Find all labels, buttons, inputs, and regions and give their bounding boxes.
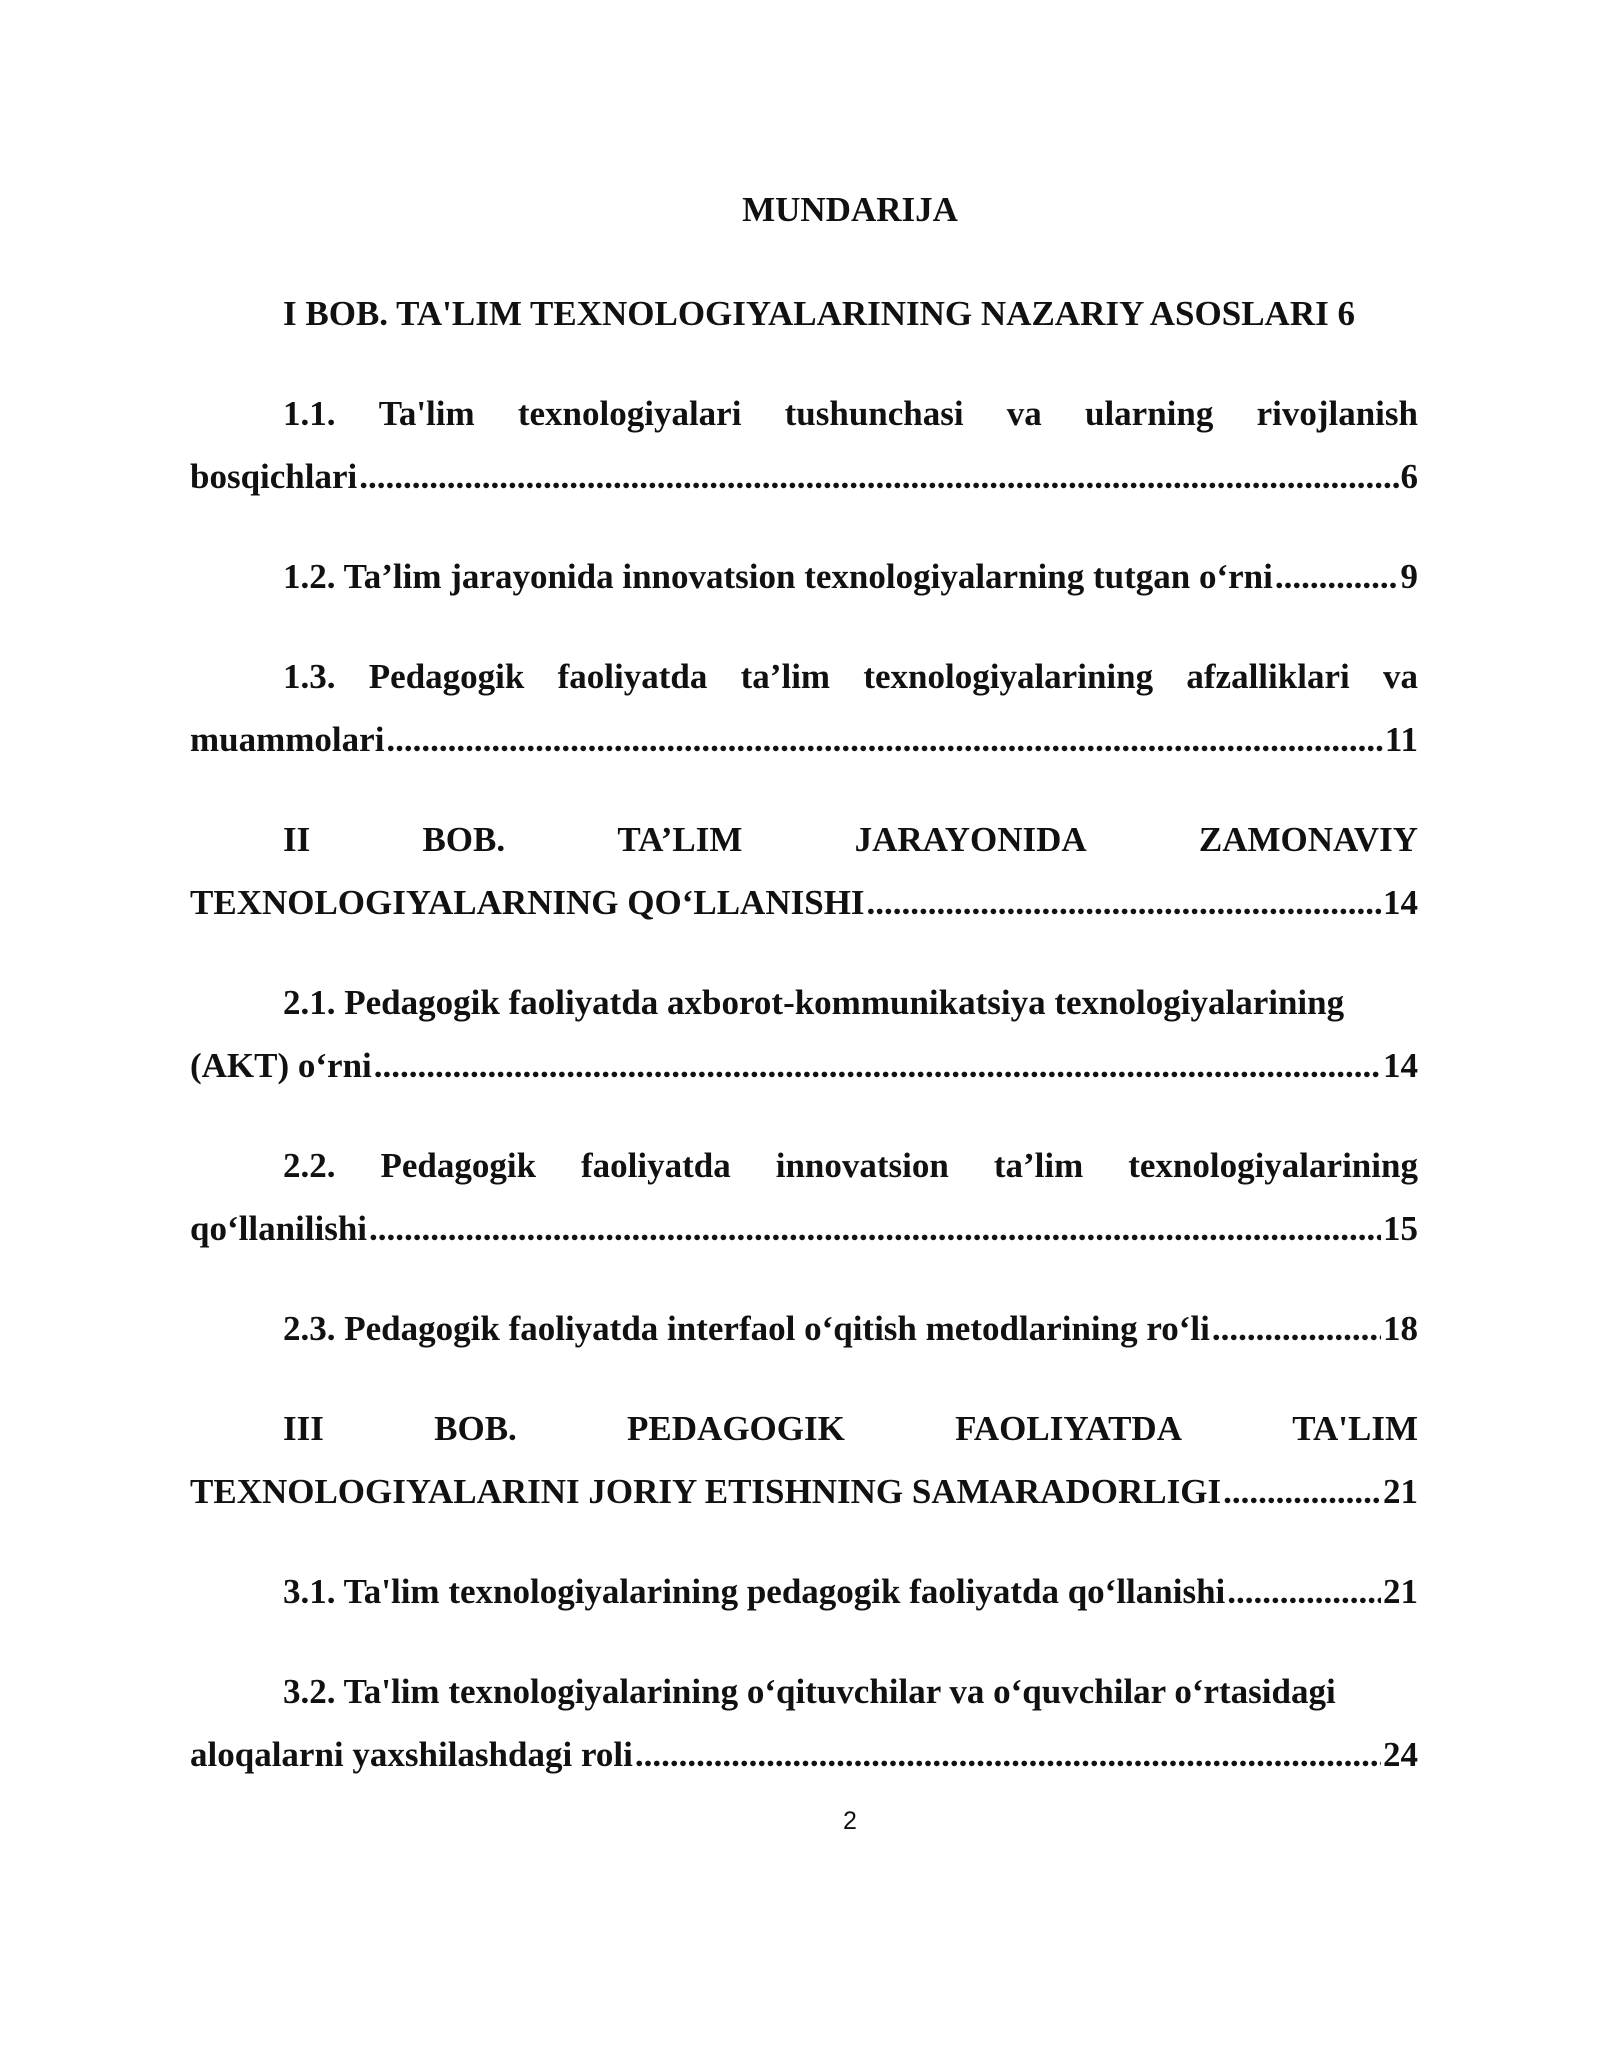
toc-entry-last-line: [190, 708, 1418, 771]
toc-word: texnologiyalarining: [1128, 1146, 1418, 1185]
toc-entry-title-end: muammolari: [190, 720, 385, 759]
toc-word: ZAMONAVIY: [1198, 820, 1418, 859]
page-title: MUNDARIJA: [742, 190, 958, 229]
toc-entry-first-line: [190, 1134, 1418, 1197]
toc-entry-title: 3.1. Ta'lim texnologiyalarining pedagogik faoliyatda qo‘llanishi: [283, 1572, 1226, 1611]
toc-entry-title: 2.1. Pedagogik faoliyatda axborot-kommunikatsiya texnologiyalarining: [283, 983, 1345, 1022]
toc-entry-1-3[interactable]: [190, 645, 1418, 771]
table-of-contents: [190, 282, 1418, 1823]
dot-leader: [867, 871, 1381, 934]
toc-word: va: [1382, 657, 1418, 696]
toc-entry-last-line: [190, 1197, 1418, 1260]
toc-entry-title-end: qo‘llanilishi: [190, 1209, 368, 1248]
toc-entry-2-2[interactable]: [190, 1134, 1418, 1260]
toc-entry-last-line: [190, 871, 1418, 934]
toc-entry-title: 3.2. Ta'lim texnologiyalarining o‘qituvchilar va o‘quvchilar o‘rtasidagi: [283, 1672, 1336, 1711]
toc-entry-first-line: [190, 382, 1418, 445]
dot-leader: [1212, 1297, 1381, 1360]
toc-word: FAOLIYATDA: [955, 1409, 1182, 1448]
toc-word: ta’lim: [993, 1146, 1084, 1185]
dot-leader: [635, 1723, 1381, 1786]
dot-leader: [386, 708, 1383, 771]
toc-word: II: [283, 820, 311, 859]
toc-page-number: 11: [1384, 720, 1418, 759]
toc-entry-first-line: [190, 1397, 1418, 1460]
toc-entry-3-2[interactable]: [190, 1660, 1418, 1786]
toc-entry-last-line: [190, 1723, 1418, 1786]
toc-word: Pedagogik: [368, 657, 525, 696]
toc-entry-1-2[interactable]: [190, 545, 1418, 608]
toc-word: texnologiyalarining: [863, 657, 1154, 696]
toc-page-number: 15: [1383, 1209, 1418, 1248]
toc-page-number: 14: [1383, 1046, 1418, 1085]
toc-word: 1.3.: [283, 657, 336, 696]
toc-entry-last-line: [190, 1460, 1418, 1523]
toc-word: ularning: [1084, 394, 1214, 433]
toc-word: innovatsion: [775, 1146, 949, 1185]
toc-word: 2.2.: [283, 1146, 336, 1185]
toc-row: [283, 1297, 1418, 1360]
toc-entry-2-1[interactable]: [190, 971, 1418, 1097]
toc-word: faoliyatda: [581, 1146, 731, 1185]
toc-entry-title-end: TEXNOLOGIYALARINI JORIY ETISHNING SAMARADORLIGI: [190, 1472, 1222, 1511]
toc-row: [283, 1560, 1418, 1623]
toc-entry-title: 2.3. Pedagogik faoliyatda interfaol o‘qitish metodlarining ro‘li: [283, 1309, 1210, 1348]
toc-word: rivojlanish: [1256, 394, 1418, 433]
toc-row: [283, 545, 1418, 608]
dot-leader: [359, 445, 1398, 508]
toc-entry-title: 1.2. Ta’lim jarayonida innovatsion texnologiyalarning tutgan o‘rni: [283, 557, 1273, 596]
toc-word: BOB.: [422, 820, 506, 859]
toc-word: va: [1006, 394, 1042, 433]
toc-word: texnologiyalari: [517, 394, 742, 433]
dot-leader: [369, 1197, 1381, 1260]
toc-entry-1-1[interactable]: [190, 382, 1418, 508]
toc-page-number: 18: [1383, 1309, 1418, 1348]
toc-page-number: 21: [1383, 1572, 1418, 1611]
toc-page-number: 21: [1383, 1472, 1418, 1511]
toc-word: faoliyatda: [557, 657, 708, 696]
toc-page-number: 9: [1400, 557, 1418, 596]
toc-page-number: 14: [1383, 883, 1418, 922]
toc-entry-last-line: [190, 445, 1418, 508]
toc-word: ta’lim: [740, 657, 831, 696]
toc-entry-title: I BOB. TA'LIM TEXNOLOGIYALARINING NAZARIY ASOSLARI: [283, 294, 1329, 333]
toc-word: afzalliklari: [1186, 657, 1350, 696]
toc-entry-last-line: [190, 1034, 1418, 1097]
toc-page-number: 24: [1383, 1735, 1418, 1774]
page-number: 2: [843, 1807, 857, 1835]
dot-leader: [1275, 545, 1399, 608]
toc-entry-chapter-2[interactable]: [190, 808, 1418, 934]
toc-entry-chapter-3[interactable]: [190, 1397, 1418, 1523]
toc-word: Ta'lim: [378, 394, 475, 433]
toc-page-number: 6: [1337, 294, 1355, 333]
dot-leader: [1227, 1560, 1381, 1623]
toc-entry-chapter-1[interactable]: [190, 282, 1418, 345]
dot-leader: [374, 1034, 1381, 1097]
toc-entry-2-3[interactable]: [190, 1297, 1418, 1360]
toc-word: TA’LIM: [617, 820, 743, 859]
toc-word: JARAYONIDA: [854, 820, 1087, 859]
toc-word: TA'LIM: [1292, 1409, 1418, 1448]
toc-entry-3-1[interactable]: [190, 1560, 1418, 1623]
dot-leader: [1223, 1460, 1381, 1523]
toc-entry-first-line: [190, 971, 1418, 1034]
toc-word: Pedagogik: [380, 1146, 537, 1185]
toc-entry-title-end: TEXNOLOGIYALARNING QO‘LLANISHI: [190, 883, 865, 922]
toc-entry-title-end: bosqichlari: [190, 457, 358, 496]
toc-word: 1.1.: [283, 394, 336, 433]
toc-entry-first-line: [190, 808, 1418, 871]
toc-word: BOB.: [434, 1409, 517, 1448]
toc-page-number: 6: [1400, 457, 1418, 496]
toc-row: [283, 282, 1418, 345]
toc-word: tushunchasi: [784, 394, 964, 433]
toc-entry-first-line: [190, 1660, 1418, 1723]
toc-entry-first-line: [190, 645, 1418, 708]
toc-word: PEDAGOGIK: [627, 1409, 845, 1448]
toc-word: III: [283, 1409, 324, 1448]
toc-entry-title-end: (AKT) o‘rni: [190, 1046, 372, 1085]
toc-entry-title-end: aloqalarni yaxshilashdagi roli: [190, 1735, 633, 1774]
